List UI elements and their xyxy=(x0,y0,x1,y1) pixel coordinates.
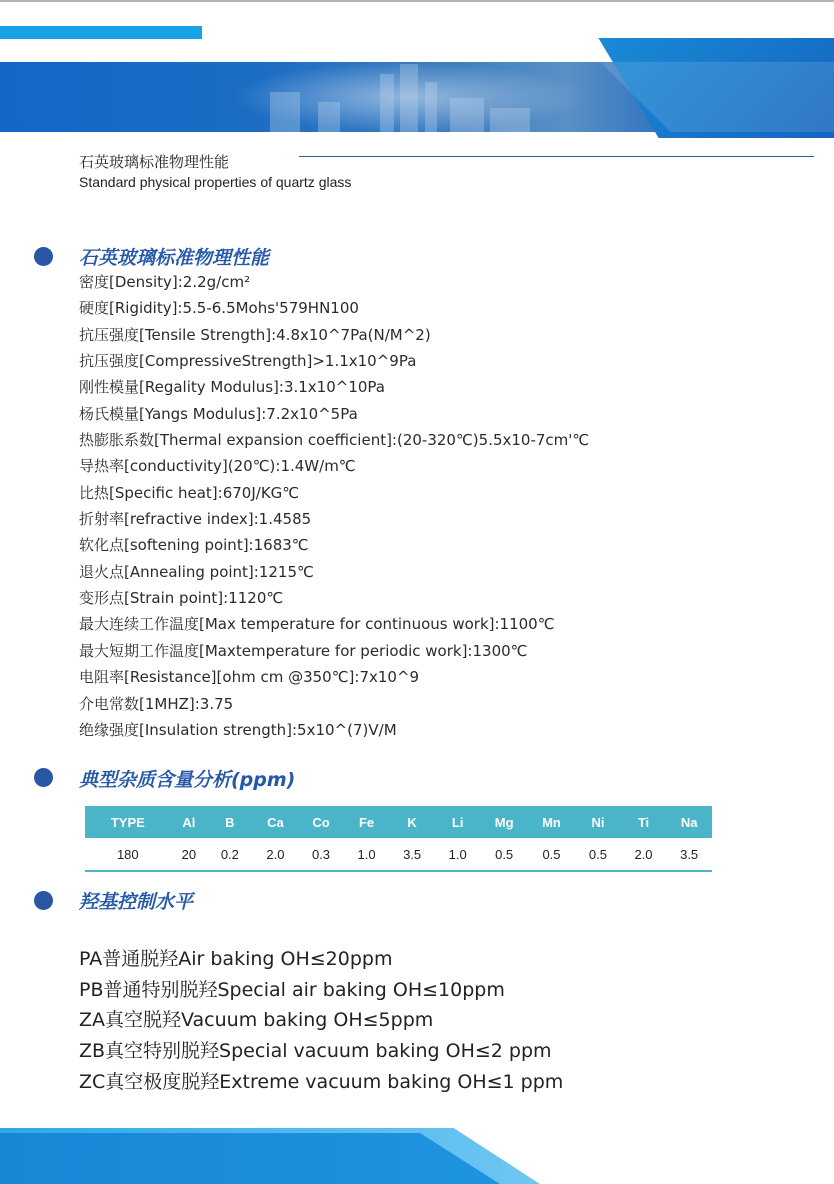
hydroxyl-level-item: ZC真空极度脱羟Extreme vacuum baking OH≤1 ppm xyxy=(79,1070,564,1093)
table-cell: 3.5 xyxy=(389,838,435,871)
table-cell: 0.3 xyxy=(298,838,344,871)
top-rule xyxy=(0,0,834,2)
property-item: 刚性模量[Regality Modulus]:3.1x10^10Pa xyxy=(79,378,385,397)
property-item: 抗压强度[Tensile Strength]:4.8x10^7Pa(N/M^2) xyxy=(79,325,431,344)
hydroxyl-level-item: ZA真空脱羟Vacuum baking OH≤5ppm xyxy=(79,1009,434,1032)
table-header-cell: Al xyxy=(171,806,207,838)
property-item: 电阻率[Resistance][ohm cm @350℃]:7x10^9 xyxy=(79,668,420,687)
property-item: 折射率[refractive index]:1.4585 xyxy=(79,510,312,529)
properties-list xyxy=(79,269,589,743)
section-bullet-hydroxyl xyxy=(34,891,53,910)
table-cell: 3.5 xyxy=(666,838,712,871)
hydroxyl-level-item: PB普通特别脱羟Special air baking OH≤10ppm xyxy=(79,978,505,1001)
property-item: 退火点[Annealing point]:1215℃ xyxy=(79,562,314,581)
hydroxyl-level-item: PA普通脱羟Air baking OH≤20ppm xyxy=(79,948,393,970)
table-cell: 2.0 xyxy=(621,838,667,871)
section-bullet-impurity xyxy=(34,768,53,787)
page-title-cn: 石英玻璃标准物理性能 xyxy=(79,153,230,171)
table-header-cell: K xyxy=(389,806,435,838)
property-item: 导热率[conductivity](20℃):1.4W/m℃ xyxy=(79,457,356,476)
table-header-cell: Fe xyxy=(344,806,390,838)
table-cell: 0.2 xyxy=(207,838,253,871)
table-header-cell: TYPE xyxy=(85,806,171,838)
section-bullet-properties xyxy=(34,247,53,266)
property-item: 热膨胀系数[Thermal expansion coefficient]:(20-320℃)5.5x10-7cm'℃ xyxy=(79,431,590,450)
table-header-cell: B xyxy=(207,806,253,838)
section-title-hydroxyl: 羟基控制水平 xyxy=(79,891,194,913)
impurity-table-row xyxy=(85,838,712,871)
property-item: 密度[Density]:2.2g/cm² xyxy=(79,273,251,291)
property-item: 杨氏模量[Yangs Modulus]:7.2x10^5Pa xyxy=(79,404,358,423)
property-item: 绝缘强度[Insulation strength]:5x10^(7)V/M xyxy=(79,720,397,739)
table-cell: 1.0 xyxy=(435,838,481,871)
table-cell: 0.5 xyxy=(528,838,575,871)
property-item: 软化点[softening point]:1683℃ xyxy=(79,536,309,555)
header-divider xyxy=(299,156,814,157)
property-item: 变形点[Strain point]:1120℃ xyxy=(79,589,284,608)
property-item: 抗压强度[CompressiveStrength]>1.1x10^9Pa xyxy=(79,352,417,371)
table-header-cell: Co xyxy=(298,806,344,838)
section-title-properties: 石英玻璃标准物理性能 xyxy=(79,247,270,269)
section-title-impurity: 典型杂质含量分析(ppm) xyxy=(79,769,296,791)
property-item: 最大连续工作温度[Max temperature for continuous work]:1100℃ xyxy=(79,615,555,634)
impurity-table-header-row xyxy=(85,806,712,838)
table-header-cell: Mg xyxy=(480,806,527,838)
impurity-table xyxy=(85,806,712,872)
property-item: 硬度[Rigidity]:5.5-6.5Mohs'579HN100 xyxy=(79,299,359,318)
table-cell: 1.0 xyxy=(344,838,390,871)
table-cell: 20 xyxy=(171,838,207,871)
table-header-cell: Na xyxy=(666,806,712,838)
table-cell: 180 xyxy=(85,838,171,871)
property-item: 最大短期工作温度[Maxtemperature for periodic work]:1300℃ xyxy=(79,641,528,660)
table-header-cell: Mn xyxy=(528,806,575,838)
page-title-en: Standard physical properties of quartz glass xyxy=(79,174,352,190)
table-header-cell: Li xyxy=(435,806,481,838)
table-header-cell: Ni xyxy=(575,806,621,838)
table-cell: 0.5 xyxy=(575,838,621,871)
table-header-cell: Ca xyxy=(253,806,299,838)
hydroxyl-levels-list xyxy=(79,944,563,1097)
table-cell: 2.0 xyxy=(253,838,299,871)
top-accent-bar xyxy=(0,26,202,39)
table-header-cell: Ti xyxy=(621,806,667,838)
footer-accent-dark xyxy=(0,1133,500,1184)
property-item: 介电常数[1MHZ]:3.75 xyxy=(79,694,234,713)
table-cell: 0.5 xyxy=(480,838,527,871)
hydroxyl-level-item: ZB真空特别脱羟Special vacuum baking OH≤2 ppm xyxy=(79,1040,552,1063)
property-item: 比热[Specific heat]:670J/KG℃ xyxy=(79,483,300,502)
